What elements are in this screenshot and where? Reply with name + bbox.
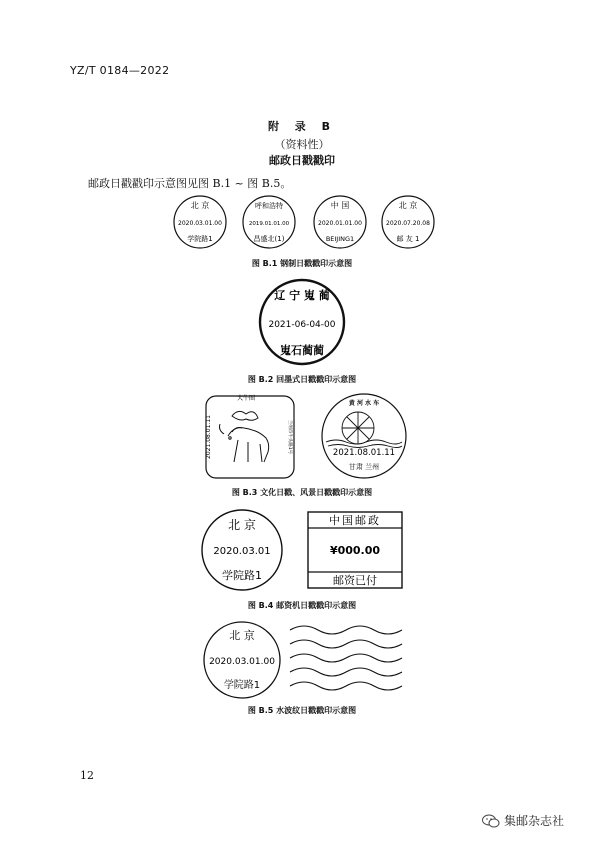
postage-meter-box (308, 512, 402, 588)
stamp-top-text: 北 京 (398, 201, 418, 210)
stamp-top-text: 北 京 (228, 518, 256, 532)
stamp-date: 2021-06-04-00 (268, 320, 336, 330)
stamp-date: 2020.01.01.00 (318, 220, 362, 227)
stamp-date: 2020.03.01.00 (178, 220, 222, 227)
figure-b1-caption: 图 B.1 钢制日戳戳印示意图 (251, 259, 353, 268)
stamp-date: 2020.07.20.08 (386, 220, 430, 227)
watermark (482, 812, 564, 829)
steel-stamp-3 (314, 196, 366, 248)
steel-stamp-1 (174, 196, 226, 248)
figure-b2 (256, 276, 348, 368)
stamp-top-text: 北 京 (190, 201, 210, 210)
meter-date-stamp (202, 510, 282, 590)
stamp-top-text: 黄 河 水 车 (348, 400, 380, 407)
water-wheel-illustration (326, 412, 402, 448)
stamp-date: 2020.03.01.00 (209, 657, 275, 667)
figure-b4 (200, 506, 410, 594)
steel-stamp-4 (382, 196, 434, 248)
stamp-date: 2021.08.01.11 (332, 448, 396, 458)
watermark-text: 集邮杂志社 (503, 814, 564, 828)
meter-amount: ¥000.00 (329, 544, 381, 557)
page-number: 12 (80, 769, 94, 782)
stamp-bottom-text: BEIJING1 (325, 235, 355, 243)
ox-illustration (220, 411, 269, 462)
appendix-nature: （资料性） (274, 138, 330, 151)
wave-date-stamp (204, 622, 280, 698)
stamp-top-text: 北 京 (229, 629, 255, 642)
meter-header: 中国邮政 (329, 514, 381, 527)
figure-b4-caption: 图 B.4 邮资机日戳戳印示意图 (247, 601, 357, 610)
figure-b3 (198, 390, 416, 482)
steel-stamp-2 (243, 196, 295, 248)
figure-b3-caption: 图 B.3 文化日戳、风景日戳戳印示意图 (231, 488, 373, 497)
stamp-date: 2019.01.01.00 (248, 221, 290, 227)
figure-b5-caption: 图 B.5 水波纹日戳戳印示意图 (247, 706, 357, 715)
stamp-side-text: 兰州市牛头路1号 (287, 419, 292, 455)
stamp-bottom-text: 昌盛北(1) (253, 235, 285, 243)
figure-b2-caption: 图 B.2 回墨式日戳戳印示意图 (247, 375, 357, 384)
figure-b1 (160, 192, 450, 254)
wavy-lines (290, 626, 402, 690)
stamp-date: 2021.08.01.11 (205, 415, 212, 459)
scenic-date-stamp (322, 394, 406, 478)
stamp-bottom-text: 学院路1 (187, 235, 213, 243)
figure-b5 (200, 618, 406, 702)
meter-footer: 邮资已付 (333, 574, 377, 587)
stamp-bottom-text: 邮 友 1 (396, 235, 420, 243)
intro-paragraph: 邮政日戳戳印示意图见图 B.1 ~ 图 B.5。 (88, 177, 292, 190)
appendix-subject: 邮政日戳戳印 (269, 154, 335, 167)
stamp-bottom-text: 甘肃 兰州 (348, 463, 380, 471)
stamp-top-text: 中 国 (330, 201, 350, 210)
stamp-date: 2020.03.01 (213, 546, 271, 557)
standard-code: YZ/T 0184—2022 (70, 64, 170, 77)
stamp-bottom-text: 学院路1 (222, 569, 262, 582)
wechat-icon (482, 814, 500, 828)
appendix-title: 附 录 B (267, 120, 337, 133)
cultural-date-stamp (205, 394, 294, 478)
stamp-bottom-text: 学院路1 (223, 680, 261, 691)
stamp-name: 大牛圈 (236, 395, 256, 402)
stamp-top-text: 辽 宁 嵬 蔺 (274, 289, 330, 302)
stamp-bottom-text: 嵬石蔺蔺 (280, 344, 324, 357)
stamp-top-text: 呼和浩特 (255, 202, 283, 210)
